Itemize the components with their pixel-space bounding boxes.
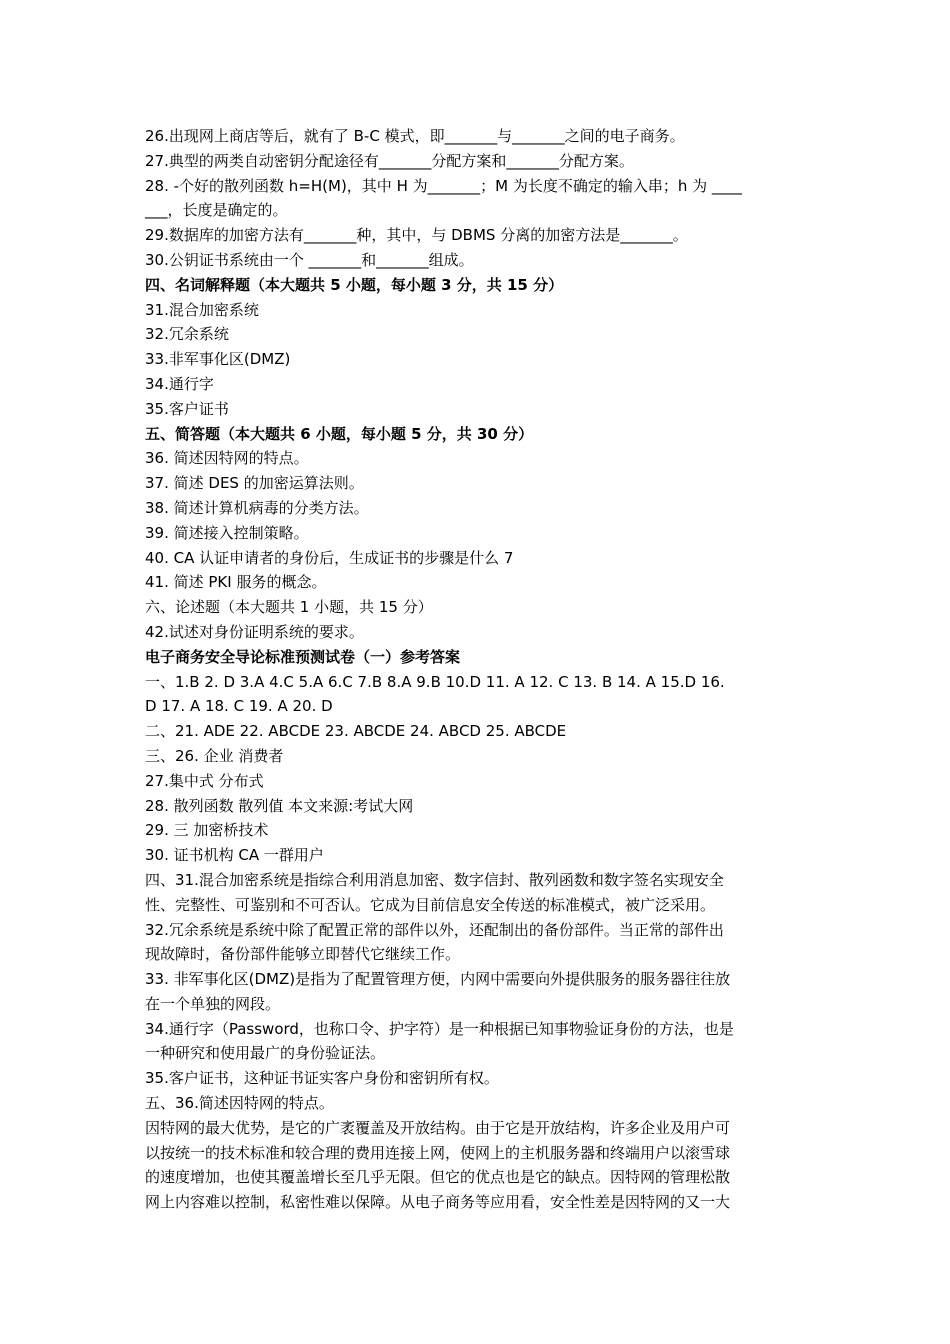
text-line: 性、完整性、可鉴别和不可否认。它成为目前信息安全传送的标准模式，被广泛采用。 xyxy=(145,895,716,914)
text-line: 一种研究和使用最广的身份验证法。 xyxy=(145,1044,386,1063)
text-line: 28. 散列函数 散列值 本文来源:考试大网 xyxy=(145,796,414,815)
text-line: 四、31.混合加密系统是指综合利用消息加密、数字信封、散列函数和数字签名实现安全 xyxy=(145,870,724,889)
text-line: 33.非军事化区(DMZ) xyxy=(145,350,291,369)
text-line: 二、21. ADE 22. ABCDE 23. ABCDE 24. ABCD 25. ABCDE xyxy=(145,722,567,741)
text-line: 29. 三 加密桥技术 xyxy=(145,821,269,840)
text-line: 37. 简述 DES 的加密运算法则。 xyxy=(145,474,364,493)
document-body xyxy=(145,124,810,1215)
text-line: 39. 简述接入控制策略。 xyxy=(145,523,309,542)
text-line: 在一个单独的网段。 xyxy=(145,994,281,1013)
text-line: 28. -个好的散列函数 h=H(M)，其中 H 为_______；M 为长度不确定的输入串；h 为 ____ xyxy=(145,176,742,195)
text-line: 三、26. 企业 消费者 xyxy=(145,746,284,765)
text-line: 30. 证书机构 CA 一群用户 xyxy=(145,846,324,865)
text-line: 36. 简述因特网的特点。 xyxy=(145,449,309,468)
text-line: 35.客户证书 xyxy=(145,399,229,418)
text-line: 五、36.简述因特网的特点。 xyxy=(145,1094,334,1113)
text-line: 一、1.B 2. D 3.A 4.C 5.A 6.C 7.B 8.A 9.B 10.D 11. A 12. C 13. B 14. A 15.D 16. xyxy=(145,672,725,691)
text-line: 31.混合加密系统 xyxy=(145,300,259,319)
text-line: 30.公钥证书系统由一个 _______和_______组成。 xyxy=(145,250,474,269)
text-line: 29.数据库的加密方法有_______种，其中，与 DBMS 分离的加密方法是_______。 xyxy=(145,226,688,245)
text-line: 32.冗余系统 xyxy=(145,325,229,344)
text-line: 的速度增加，也使其覆盖增长至几乎无限。但它的优点也是它的缺点。因特网的管理松散 xyxy=(145,1168,731,1187)
text-line: D 17. A 18. C 19. A 20. D xyxy=(145,697,333,716)
text-line: 因特网的最大优势，是它的广袤覆盖及开放结构。由于它是开放结构，许多企业及用户可 xyxy=(145,1118,731,1137)
text-line: 34.通行字（Password，也称口令、护字符）是一种根据已知事物验证身份的方法，也是 xyxy=(145,1019,734,1038)
text-line: 26.出现网上商店等后，就有了 B-C 模式，即_______与_______之间的电子商务。 xyxy=(145,127,685,145)
text-line: 六、论述题（本大题共 1 小题，共 15 分） xyxy=(145,598,433,617)
text-line: 网上内容难以控制，私密性难以保障。从电子商务等应用看，安全性差是因特网的又一大 xyxy=(145,1193,731,1212)
text-line: ___，长度是确定的。 xyxy=(145,201,288,220)
text-line: 42.试述对身份证明系统的要求。 xyxy=(145,622,364,641)
text-line: 33. 非军事化区(DMZ)是指为了配置管理方便，内网中需要向外提供服务的服务器往往放 xyxy=(145,970,731,989)
text-line: 以按统一的技术标准和较合理的费用连接上网，使网上的主机服务器和终端用户以滚雪球 xyxy=(145,1143,731,1162)
section-heading: 五、简答题（本大题共 6 小题，每小题 5 分，共 30 分） xyxy=(145,424,534,443)
section-heading: 四、名词解释题（本大题共 5 小题，每小题 3 分，共 15 分） xyxy=(145,275,564,294)
section-heading: 电子商务安全导论标准预测试卷（一）参考答案 xyxy=(145,647,461,666)
text-line: 40. CA 认证申请者的身份后，生成证书的步骤是什么 7 xyxy=(145,548,514,567)
text-line: 现故障时，备份部件能够立即替代它继续工作。 xyxy=(145,945,461,964)
text-line: 27.典型的两类自动密钥分配途径有_______分配方案和_______分配方案。 xyxy=(145,151,634,170)
text-line: 41. 简述 PKI 服务的概念。 xyxy=(145,573,327,592)
text-line: 35.客户证书，这种证书证实客户身份和密钥所有权。 xyxy=(145,1069,499,1088)
text-line: 27.集中式 分布式 xyxy=(145,771,264,790)
text-line: 34.通行字 xyxy=(145,374,214,393)
text-line: 38. 简述计算机病毒的分类方法。 xyxy=(145,498,369,517)
text-line: 32.冗余系统是系统中除了配置正常的部件以外，还配制出的备份部件。当正常的部件出 xyxy=(145,920,724,939)
